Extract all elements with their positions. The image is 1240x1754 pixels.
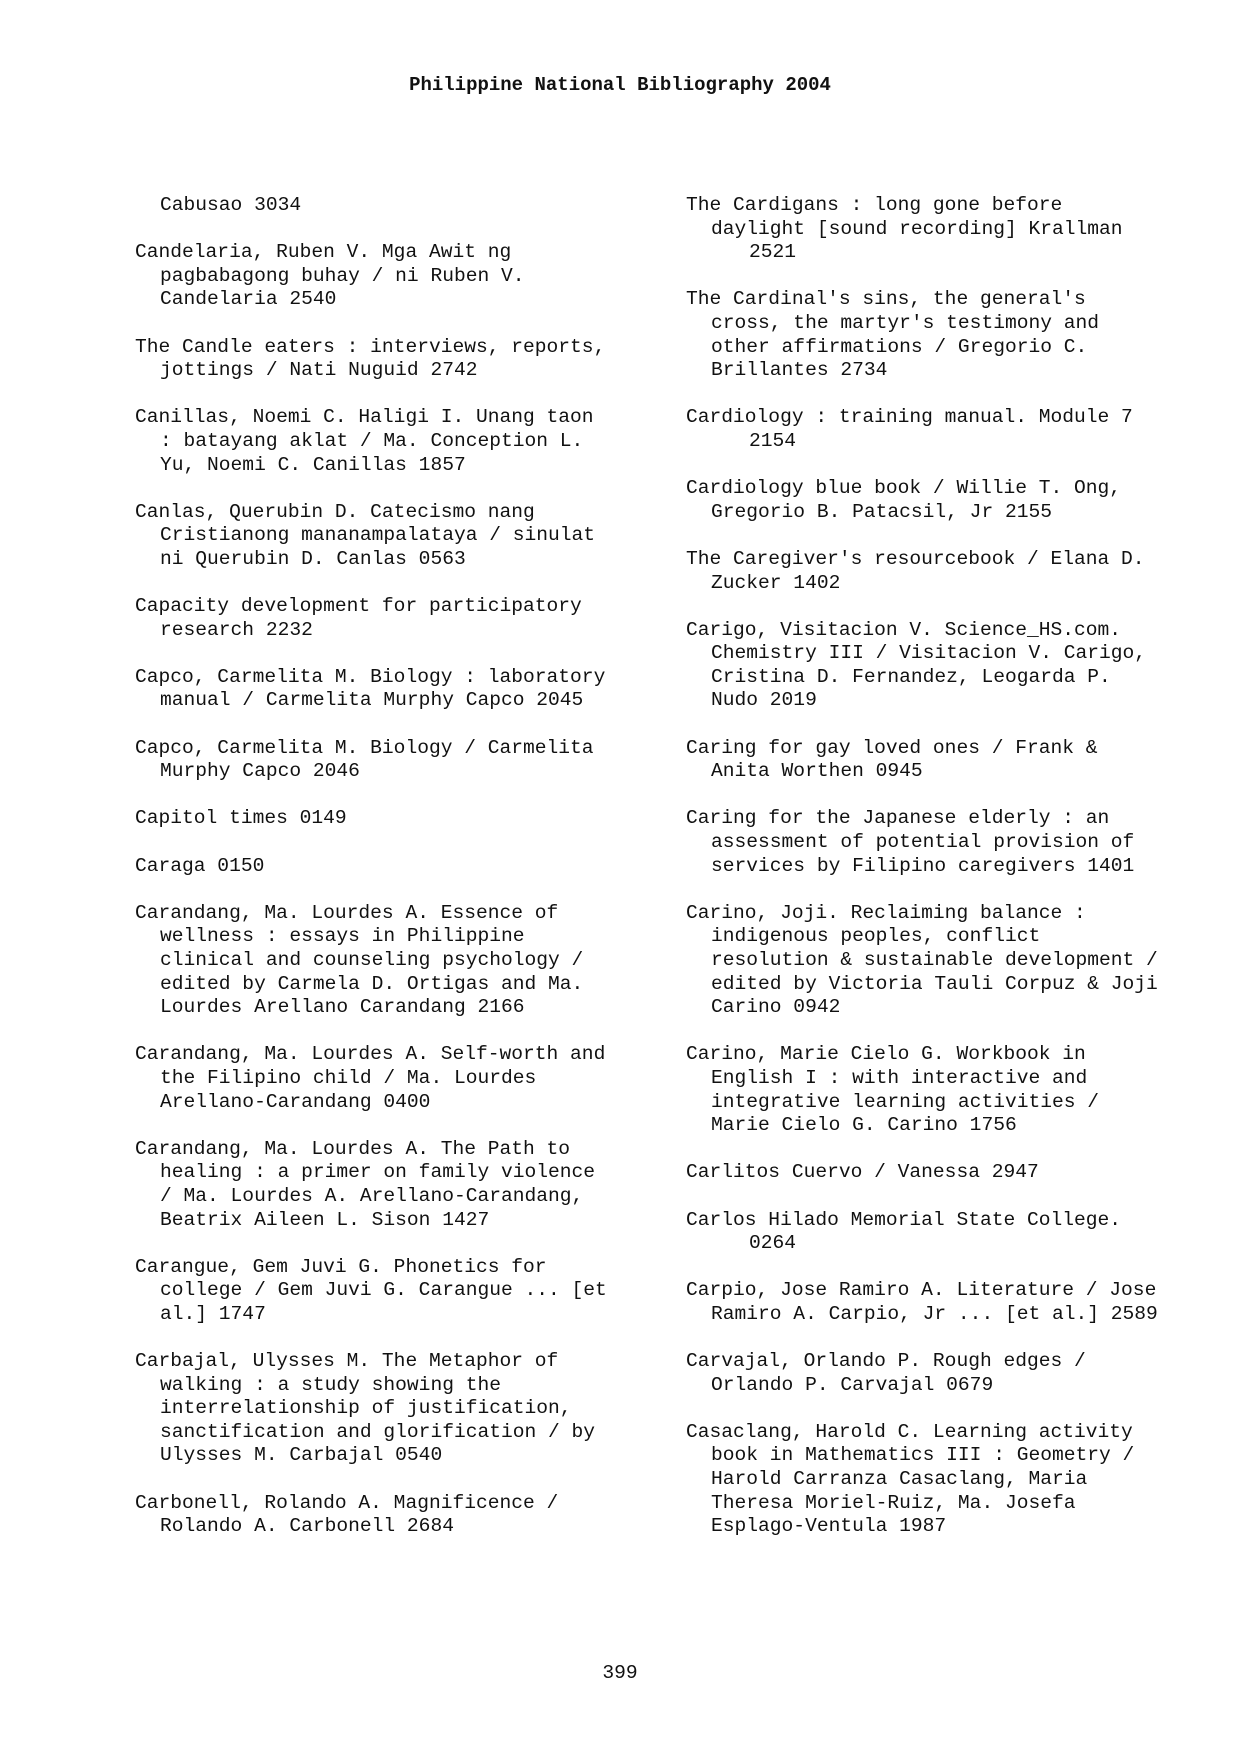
entry-continuation-line: interrelationship of justification, (160, 1397, 572, 1420)
bibliography-entry (686, 1161, 1240, 1185)
entry-continuation-line: book in Mathematics III : Geometry / (711, 1444, 1135, 1467)
bibliography-entry (135, 336, 695, 383)
entry-heading-line: Carigo, Visitacion V. Science_HS.com. (686, 618, 1122, 641)
entry-continuation-line: Gregorio B. Patacsil, Jr 2155 (711, 500, 1052, 523)
bibliography-entry (686, 1043, 1240, 1137)
entry-heading-line: Cardiology : training manual. Module 7 (686, 406, 1133, 429)
entry-continuation-line: 2154 (749, 429, 797, 452)
entry-heading-line: Carbajal, Ulysses M. The Metaphor of (135, 1350, 559, 1373)
bibliography-entry (686, 1350, 1240, 1397)
entry-heading-line: Carangue, Gem Juvi G. Phonetics for (135, 1255, 547, 1278)
entry-continuation-line: Rolando A. Carbonell 2684 (160, 1515, 454, 1538)
entry-heading-line: The Caregiver's resourcebook / Elana D. (686, 547, 1145, 570)
entry-continuation-line: sanctification and glorification / by (160, 1420, 596, 1443)
bibliography-entry (686, 737, 1240, 784)
bibliography-entry (686, 288, 1240, 382)
entry-continuation-line: indigenous peoples, conflict (711, 925, 1041, 948)
entry-continuation-line: pagbabagong buhay / ni Ruben V. (160, 264, 525, 287)
entry-continuation-line: Zucker 1402 (711, 571, 841, 594)
entry-continuation-line: healing : a primer on family violence (160, 1161, 596, 1184)
bibliography-entry (135, 1492, 695, 1539)
entry-continuation-line: Arellano-Carandang 0400 (160, 1090, 431, 1113)
entry-continuation-line: Nudo 2019 (711, 689, 817, 712)
entry-continuation-line: ni Querubin D. Canlas 0563 (160, 547, 466, 570)
bibliography-entry (686, 477, 1240, 524)
page-title: Philippine National Bibliography 2004 (409, 74, 831, 96)
bibliography-entry (686, 1421, 1240, 1539)
entry-heading-line: Carandang, Ma. Lourdes A. Self-worth and (135, 1043, 606, 1066)
entry-continuation-line: Murphy Capco 2046 (160, 760, 360, 783)
entry-heading-line: Canillas, Noemi C. Haligi I. Unang taon (135, 406, 594, 429)
entry-continuation-line: Ramiro A. Carpio, Jr ... [et al.] 2589 (711, 1302, 1158, 1325)
entry-continuation-line: Anita Worthen 0945 (711, 760, 923, 783)
entry-heading-line: Capacity development for participatory (135, 595, 582, 618)
entry-continuation-line: edited by Carmela D. Ortigas and Ma. (160, 972, 584, 995)
entry-heading-line: The Candle eaters : interviews, reports, (135, 335, 606, 358)
bibliography-entry (686, 1209, 1240, 1256)
bibliography-entry (135, 737, 695, 784)
bibliography-entry (135, 1350, 695, 1468)
entry-continuation-line: Cristianong mananampalataya / sinulat (160, 524, 596, 547)
entry-continuation-line: edited by Victoria Tauli Corpuz & Joji (711, 972, 1158, 995)
bibliography-entry (135, 1138, 695, 1232)
entry-continuation-line: assessment of potential provision of (711, 831, 1135, 854)
bibliography-entry (686, 807, 1240, 878)
entry-heading-line: Caring for gay loved ones / Frank & (686, 736, 1098, 759)
bibliography-entry (135, 666, 695, 713)
entry-heading-line: Caring for the Japanese elderly : an (686, 807, 1110, 830)
entry-heading-line: Carpio, Jose Ramiro A. Literature / Jose (686, 1279, 1157, 1302)
page-number: 399 (602, 1662, 638, 1684)
bibliography-entry (135, 406, 695, 477)
entry-continuation-line: Candelaria 2540 (160, 288, 337, 311)
entry-continuation-line: / Ma. Lourdes A. Arellano-Carandang, (160, 1184, 584, 1207)
entry-heading-line: Carino, Joji. Reclaiming balance : (686, 901, 1086, 924)
entry-continuation-line: the Filipino child / Ma. Lourdes (160, 1066, 537, 1089)
entry-continuation-line: Brillantes 2734 (711, 359, 888, 382)
entry-continuation-line: clinical and counseling psychology / (160, 949, 584, 971)
entry-continuation-line: Cabusao 3034 (160, 194, 302, 216)
entry-continuation-line: walking : a study showing the (160, 1373, 501, 1396)
entry-continuation-line: : batayang aklat / Ma. Conception L. (160, 429, 584, 452)
entry-continuation-line: 0264 (749, 1232, 797, 1255)
bibliography-entry (135, 902, 695, 1020)
entry-heading-line: Capco, Carmelita M. Biology : laboratory (135, 665, 606, 688)
entry-heading-line: Canlas, Querubin D. Catecismo nang (135, 500, 535, 523)
bibliography-entry (686, 619, 1240, 713)
entry-continuation-line: other affirmations / Gregorio C. (711, 335, 1088, 358)
entry-continuation-line: services by Filipino caregivers 1401 (711, 854, 1135, 877)
right-column (686, 194, 1240, 1562)
entry-heading-line: Carlos Hilado Memorial State College. (686, 1208, 1122, 1231)
entry-continuation-line: English I : with interactive and (711, 1066, 1088, 1089)
bibliography-entry (686, 548, 1240, 595)
entry-heading-line: Casaclang, Harold C. Learning activity (686, 1420, 1133, 1443)
entry-continuation-line: resolution & sustainable development / (711, 949, 1158, 971)
entry-continuation-line: Esplago-Ventula 1987 (711, 1515, 947, 1538)
entry-continuation-line: Lourdes Arellano Carandang 2166 (160, 996, 525, 1019)
entry-continuation-line: Beatrix Aileen L. Sison 1427 (160, 1208, 490, 1231)
entry-heading-line: Carandang, Ma. Lourdes A. Essence of (135, 901, 559, 924)
entry-continuation-line: college / Gem Juvi G. Carangue ... [et (160, 1279, 607, 1302)
left-column (135, 194, 695, 1562)
bibliography-entry (686, 406, 1240, 453)
entry-heading-line: Carandang, Ma. Lourdes A. The Path to (135, 1137, 571, 1160)
entry-heading-line: Cardiology blue book / Willie T. Ong, (686, 477, 1122, 500)
entry-continuation-line: Orlando P. Carvajal 0679 (711, 1373, 994, 1396)
entry-continuation-line: Carino 0942 (711, 996, 841, 1019)
entry-continuation-line: wellness : essays in Philippine (160, 925, 525, 948)
entry-heading-line: Capco, Carmelita M. Biology / Carmelita (135, 736, 594, 759)
entry-continuation-line: Chemistry III / Visitacion V. Carigo, (711, 642, 1147, 665)
bibliography-entry (135, 501, 695, 572)
bibliography-entry (686, 194, 1240, 265)
bibliography-entry (135, 1043, 695, 1114)
entry-continuation-line: 2521 (749, 241, 797, 264)
bibliography-entry (135, 194, 695, 218)
entry-continuation-line: al.] 1747 (160, 1302, 266, 1325)
entry-continuation-line: integrative learning activities / (711, 1090, 1100, 1113)
entry-continuation-line: daylight [sound recording] Krallman (711, 217, 1123, 240)
entry-heading-line: Candelaria, Ruben V. Mga Awit ng (135, 241, 512, 264)
bibliography-entry (686, 902, 1240, 1020)
entry-continuation-line: Cristina D. Fernandez, Leogarda P. (711, 665, 1111, 688)
entry-heading-line: The Cardinal's sins, the general's (686, 288, 1086, 311)
entry-heading-line: Capitol times 0149 (135, 807, 347, 830)
entry-continuation-line: manual / Carmelita Murphy Capco 2045 (160, 689, 584, 712)
entry-heading-line: Carino, Marie Cielo G. Workbook in (686, 1043, 1086, 1066)
bibliography-entry (135, 807, 695, 831)
entry-continuation-line: cross, the martyr's testimony and (711, 311, 1100, 334)
bibliography-entry (135, 1256, 695, 1327)
entry-heading-line: The Cardigans : long gone before (686, 194, 1063, 216)
entry-heading-line: Carbonell, Rolando A. Magnificence / (135, 1491, 559, 1514)
entry-continuation-line: research 2232 (160, 618, 313, 641)
entry-heading-line: Caraga 0150 (135, 854, 265, 877)
bibliography-entry (135, 595, 695, 642)
bibliography-entry (135, 241, 695, 312)
bibliography-entry (686, 1279, 1240, 1326)
bibliography-entry (135, 855, 695, 879)
entry-heading-line: Carvajal, Orlando P. Rough edges / (686, 1350, 1086, 1373)
entry-continuation-line: Harold Carranza Casaclang, Maria (711, 1468, 1088, 1491)
entry-continuation-line: Marie Cielo G. Carino 1756 (711, 1114, 1017, 1137)
entry-heading-line: Carlitos Cuervo / Vanessa 2947 (686, 1161, 1039, 1184)
entry-continuation-line: jottings / Nati Nuguid 2742 (160, 359, 478, 382)
entry-continuation-line: Ulysses M. Carbajal 0540 (160, 1444, 443, 1467)
entry-continuation-line: Yu, Noemi C. Canillas 1857 (160, 453, 466, 476)
entry-continuation-line: Theresa Moriel-Ruiz, Ma. Josefa (711, 1491, 1076, 1514)
